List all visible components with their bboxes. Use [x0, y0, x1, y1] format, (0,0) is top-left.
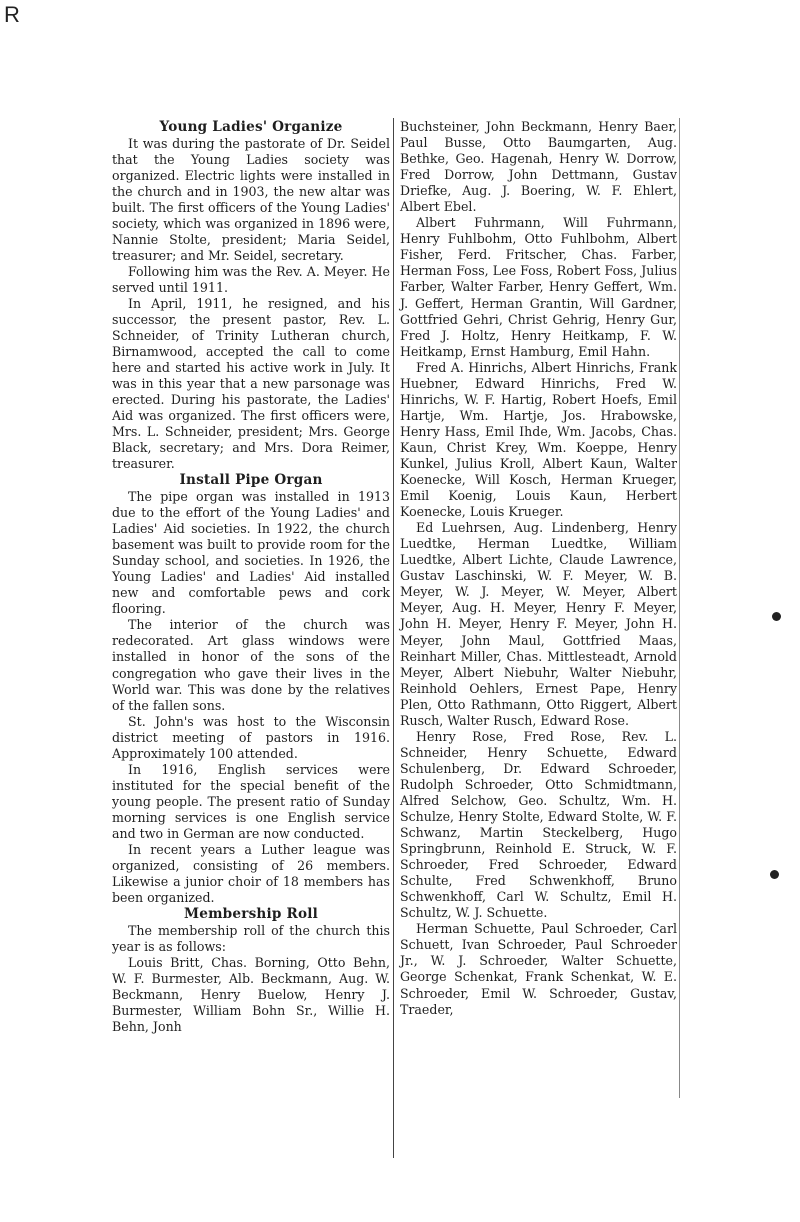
right-column	[400, 119, 677, 1018]
right-paragraph: Buchsteiner, John Beckmann, Henry Baer, Paul Busse, Otto Baumgarten, Aug. Bethke, Geo. Hagenah, Henry W. Dorrow, Fred Dorrow, John Dettmann, Gustav Driefke, Aug. J. Boering, W. F. Ehlert, Albert Ebel.	[400, 119, 677, 215]
right-paragraph: Ed Luehrsen, Aug. Lindenberg, Henry Luedtke, Herman Luedtke, William Luedtke, Albert Lichte, Claude Lawrence, Gustav Laschinski, W. F. Meyer, W. B. Meyer, W. J. Meyer, W. Meyer, Albert Meyer, Aug. H. Meyer, Henry F. Meyer, John H. Meyer, Henry F. Meyer, John H. Meyer, John Maul, Gottfried Maas, Reinhart Miller, Chas. Mittlesteadt, Arnold Meyer, Albert Niebuhr, Walter Niebuhr, Reinhold Oehlers, Ernest Pape, Henry Plen, Otto Rathmann, Otto Riggert, Albert Rusch, Walter Rusch, Edward Rose.	[400, 520, 677, 728]
left-paragraph: In April, 1911, he resigned, and his successor, the present pastor, Rev. L. Schneider, of Trinity Lutheran church, Birnamwood, accepted the call to come here and started his active work in July. It was in this year that a new parsonage was erected. During his pastorate, the Ladies' Aid was organized. The first officers were, Mrs. L. Schneider, president; Mrs. George Black, secretary; and Mrs. Dora Reimer, treasurer.	[112, 295, 390, 472]
left-heading: Young Ladies' Organize	[159, 119, 343, 135]
right-paragraph: Herman Schuette, Paul Schroeder, Carl Schuett, Ivan Schroeder, Paul Schroeder Jr., W. J. Schroeder, Walter Schuette, George Schenkat, Frank Schenkat, W. E. Schroeder, Emil W. Schroeder, Gustav, Traeder,	[400, 921, 677, 1017]
column-edge-rule	[679, 118, 680, 1098]
left-paragraph: The pipe organ was installed in 1913 due to the effort of the Young Ladies' and Ladies' Aid societies. In 1922, the church basement was built to provide room for the Sunday school, and societies. In 1926, the Young Ladies' and Ladies' Aid installed new and comfortable pews and cork flooring.	[112, 488, 390, 617]
left-paragraph: In 1916, English services were instituted for the special benefit of the young people. The present ratio of Sunday morning services is one English service and two in German are now conducted.	[112, 761, 390, 841]
left-paragraph: The membership roll of the church this year is as follows:	[112, 922, 390, 954]
left-heading: Install Pipe Organ	[179, 472, 323, 489]
scan-speck	[770, 870, 779, 879]
right-paragraph: Henry Rose, Fred Rose, Rev. L. Schneider, Henry Schuette, Edward Schulenberg, Dr. Edward Schroeder, Rudolph Schroeder, Otto Schmidtmann, Alfred Selchow, Geo. Schultz, Wm. H. Schulze, Henry Stolte, Edward Stolte, W. F. Schwanz, Martin Steckelberg, Hugo Springbrunn, Reinhold E. Struck, W. F. Schroeder, Fred Schroeder, Edward Schulte, Fred Schwenkhoff, Bruno Schwenkhoff, Carl W. Schultz, Emil H. Schultz, W. J. Schuette.	[400, 728, 677, 921]
left-paragraph: In recent years a Luther league was organized, consisting of 26 members. Likewise a junior choir of 18 members has been organized.	[112, 842, 390, 906]
left-paragraph: Louis Britt, Chas. Borning, Otto Behn, W. F. Burmester, Alb. Beckmann, Aug. W. Beckmann, Henry Buelow, Henry J. Burmester, William Bohn Sr., Willie H. Behn, Jonh	[112, 954, 390, 1034]
right-paragraph: Fred A. Hinrichs, Albert Hinrichs, Frank Huebner, Edward Hinrichs, Fred W. Hinrichs, W. F. Hartig, Robert Hoefs, Emil Hartje, Wm. Hartje, Jos. Hrabowske, Henry Hass, Emil Ihde, Wm. Jacobs, Chas. Kaun, Christ Krey, Wm. Koeppe, Henry Kunkel, Julius Kroll, Albert Kaun, Walter Koenecke, Will Kosch, Herman Krueger, Emil Koenig, Louis Kaun, Herbert Koenecke, Louis Krueger.	[400, 359, 677, 520]
left-heading: Membership Roll	[183, 906, 319, 923]
scan-speck	[772, 612, 781, 621]
left-column	[112, 119, 390, 1035]
column-divider	[393, 118, 394, 1158]
left-paragraph: The interior of the church was redecorated. Art glass windows were installed in honor of the sons of the congregation who gave their lives in the World war. This was done by the relatives of the fallen sons.	[112, 617, 390, 713]
page-mark: R	[4, 2, 20, 27]
left-paragraph: Following him was the Rev. A. Meyer. He served until 1911.	[112, 263, 390, 295]
right-paragraph: Albert Fuhrmann, Will Fuhrmann, Henry Fuhlbohm, Otto Fuhlbohm, Albert Fisher, Ferd. Fritscher, Chas. Farber, Herman Foss, Lee Foss, Robert Foss, Julius Farber, Walter Farber, Henry Geffert, Wm. J. Geffert, Herman Grantin, Will Gardner, Gottfried Gehri, Christ Gehrig, Henry Gur, Fred J. Holtz, Henry Heitkamp, F. W. Heitkamp, Ernst Hamburg, Emil Hahn.	[400, 215, 677, 359]
left-paragraph: It was during the pastorate of Dr. Seidel that the Young Ladies society was organized. Electric lights were installed in the church and in 1903, the new altar was built. The first officers of the Young Ladies' society, which was organized in 1896 were, Nannie Stolte, president; Maria Seidel, treasurer; and Mr. Seidel, secretary.	[112, 135, 390, 263]
left-paragraph: St. John's was host to the Wisconsin district meeting of pastors in 1916. Approximately 100 attended.	[112, 713, 390, 761]
